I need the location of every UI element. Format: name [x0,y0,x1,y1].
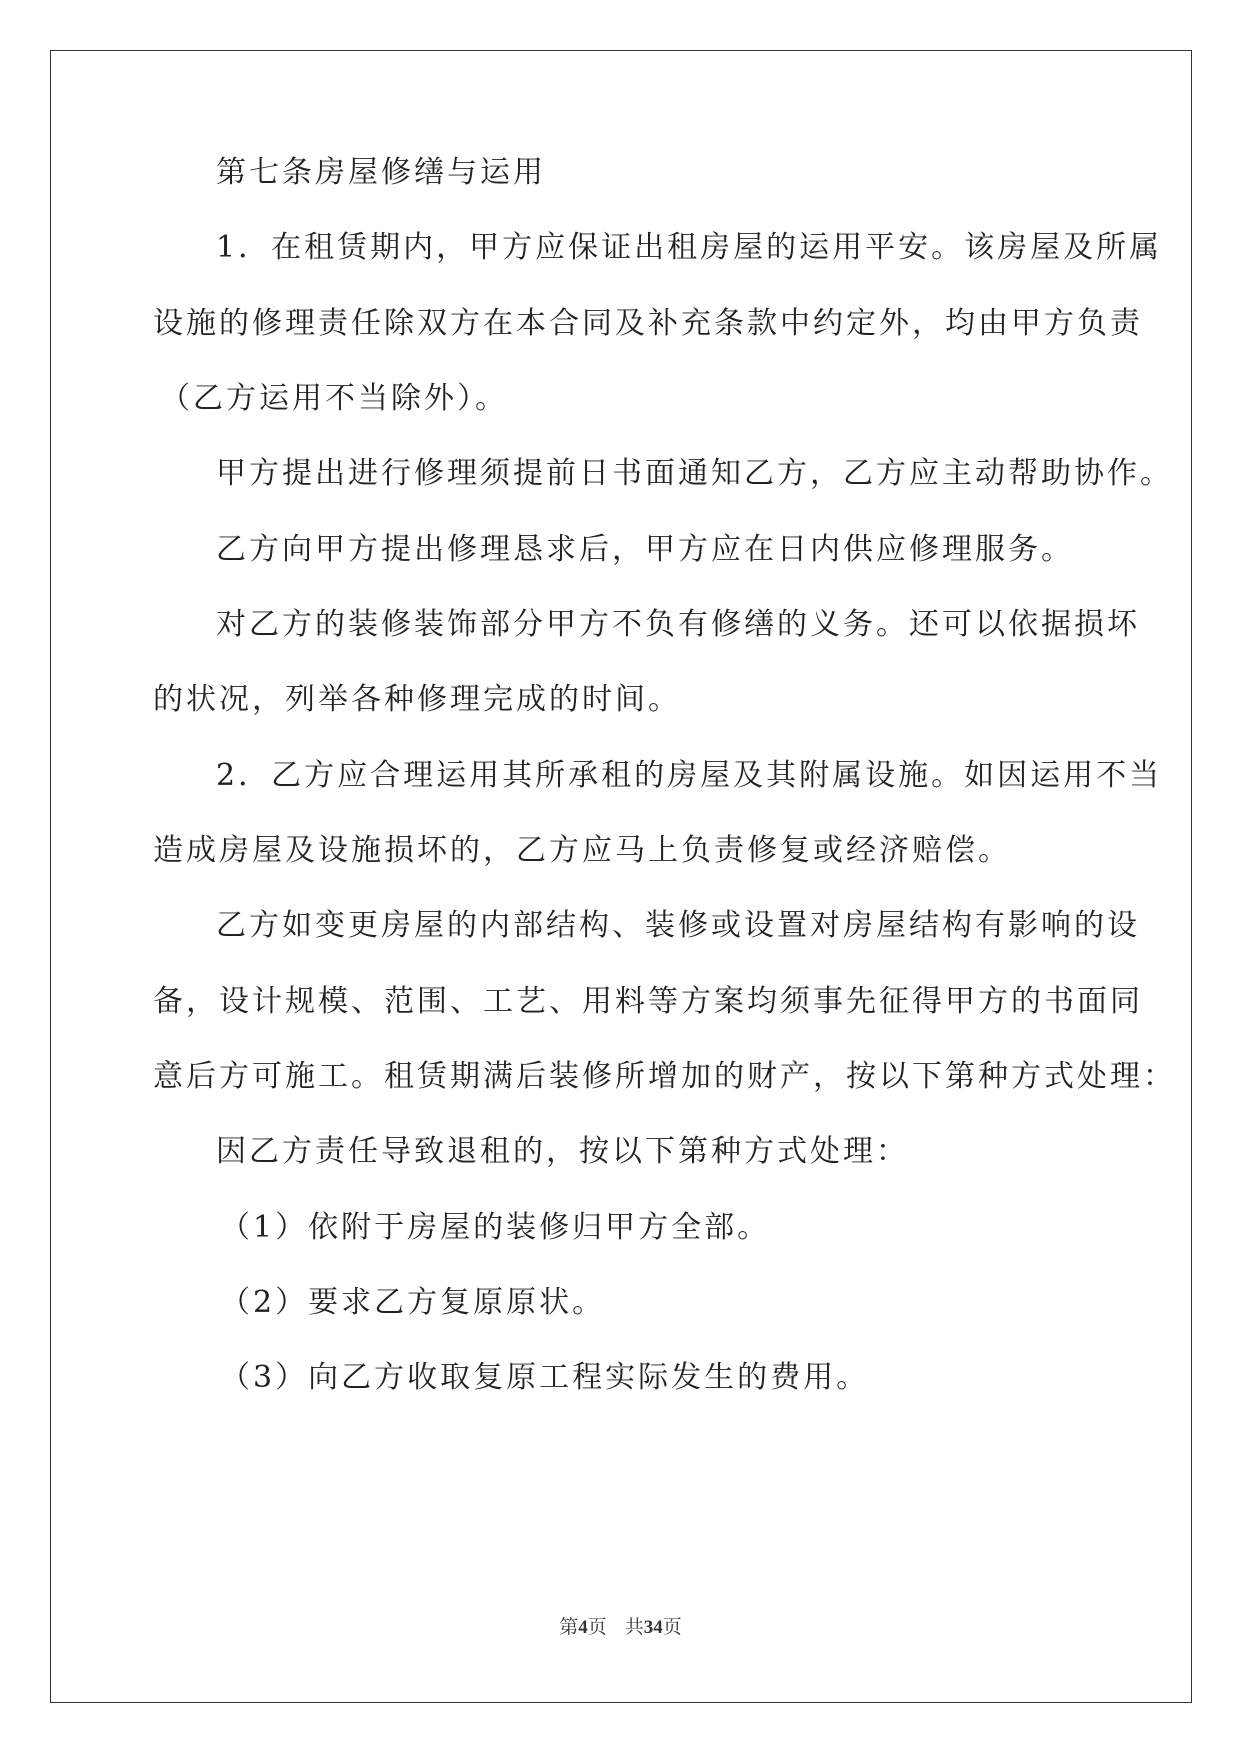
paragraph-line: 1．在租赁期内，甲方应保证出租房屋的运用平安。该房屋及所属 [216,230,1163,265]
paragraph-line: 因乙方责任导致退租的，按以下第种方式处理： [216,1134,909,1169]
list-item: （3）向乙方收取复原工程实际发生的费用。 [220,1360,870,1395]
paragraph-line: 的状况，列举各种修理完成的时间。 [153,682,681,717]
paragraph-line: 意后方可施工。租赁期满后装修所增加的财产，按以下第种方式处理： [153,1059,1176,1094]
paragraph-line: 设施的修理责任除双方在本合同及补充条款中约定外，均由甲方负责 [153,306,1143,341]
page-total: 34 [643,1617,663,1638]
paragraph-line: 备，设计规模、范围、工艺、用料等方案均须事先征得甲方的书面同 [153,984,1143,1019]
paragraph-line: 乙方如变更房屋的内部结构、装修或设置对房屋结构有影响的设 [216,908,1140,943]
page-border [50,50,1192,1703]
paragraph-line: 2．乙方应合理运用其所承租的房屋及其附属设施。如因运用不当 [216,758,1163,793]
total-prefix: 共 [624,1617,644,1638]
page-prefix: 第 [559,1617,579,1638]
section-heading: 第七条房屋修缮与运用 [216,155,546,190]
list-item: （2）要求乙方复原原状。 [220,1285,606,1320]
list-item: （1）依附于房屋的装修归甲方全部。 [220,1210,771,1245]
total-suffix: 页 [662,1617,682,1638]
page-footer [0,1616,1241,1640]
page-current: 4 [578,1617,588,1638]
paragraph-line: 甲方提出进行修理须提前日书面通知乙方，乙方应主动帮助协作。 [216,456,1173,491]
paragraph-line: 对乙方的装修装饰部分甲方不负有修缮的义务。还可以依据损坏 [216,607,1140,642]
paragraph-line: 造成房屋及设施损坏的，乙方应马上负责修复或经济赔偿。 [153,833,1011,868]
paragraph-line: 乙方向甲方提出修理恳求后，甲方应在日内供应修理服务。 [216,532,1074,567]
paragraph-line: （乙方运用不当除外）。 [160,381,508,416]
page-suffix: 页 [587,1617,607,1638]
